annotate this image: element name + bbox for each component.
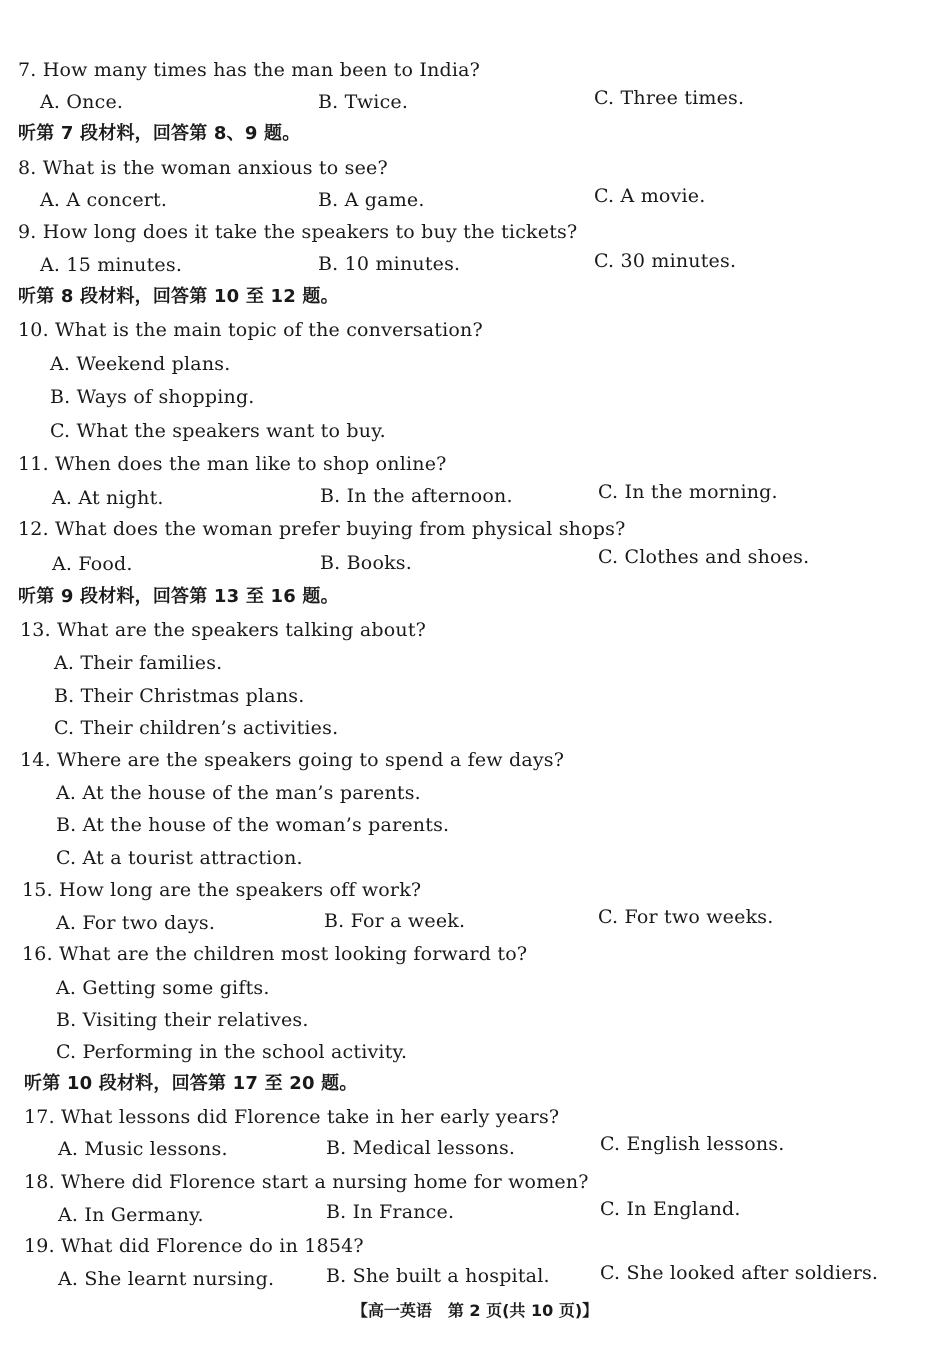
question-15-option-a: A. For two days. [56,912,216,934]
question-13-stem: 13. What are the speakers talking about? [20,619,427,641]
question-12-stem: 12. What does the woman prefer buying from physical shops? [18,518,626,540]
question-13-option-b: B. Their Christmas plans. [54,685,305,707]
question-16-stem: 16. What are the children most looking forward to? [22,943,528,965]
question-8-stem: 8. What is the woman anxious to see? [18,157,388,179]
question-18-option-a: A. In Germany. [58,1204,204,1226]
question-14-option-b: B. At the house of the woman’s parents. [56,814,450,836]
question-9-option-c: C. 30 minutes. [594,250,737,272]
question-10-stem: 10. What is the main topic of the conversation? [18,319,483,341]
question-11-stem: 11. When does the man like to shop online? [18,453,447,475]
question-17-option-c: C. English lessons. [600,1133,785,1155]
question-19-option-c: C. She looked after soldiers. [600,1262,879,1284]
question-8-option-a: A. A concert. [40,189,168,211]
question-16-option-c: C. Performing in the school activity. [56,1041,408,1063]
question-12-option-a: A. Food. [52,553,133,575]
question-7-option-a: A. Once. [40,91,124,113]
question-9-option-b: B. 10 minutes. [318,253,461,275]
question-14-stem: 14. Where are the speakers going to spend a few days? [20,749,565,771]
question-15-option-b: B. For a week. [324,910,466,932]
question-19-option-a: A. She learnt nursing. [58,1268,275,1290]
question-19-option-b: B. She built a hospital. [326,1265,550,1287]
question-11-option-b: B. In the afternoon. [320,485,513,507]
question-13-option-c: C. Their children’s activities. [54,717,339,739]
question-18-option-b: B. In France. [326,1201,455,1223]
question-12-option-b: B. Books. [320,552,412,574]
question-14-option-a: A. At the house of the man’s parents. [56,782,421,804]
question-12-option-c: C. Clothes and shoes. [598,546,810,568]
question-15-option-c: C. For two weeks. [598,906,774,928]
question-16-option-b: B. Visiting their relatives. [56,1009,309,1031]
question-11-option-c: C. In the morning. [598,481,778,503]
page-footer: 【高一英语 第 2 页(共 10 页)】 [351,1301,599,1320]
question-10-option-a: A. Weekend plans. [50,353,231,375]
question-10-option-b: B. Ways of shopping. [50,386,255,408]
question-7-option-c: C. Three times. [594,87,745,109]
question-17-stem: 17. What lessons did Florence take in her early years? [24,1106,560,1128]
question-17-option-b: B. Medical lessons. [326,1137,516,1159]
question-9-stem: 9. How long does it take the speakers to buy the tickets? [18,221,578,243]
question-16-option-a: A. Getting some gifts. [56,977,270,999]
section-heading-10: 听第 10 段材料，回答第 17 至 20 题。 [24,1073,358,1094]
question-7-stem: 7. How many times has the man been to India? [18,59,481,81]
question-10-option-c: C. What the speakers want to buy. [50,420,386,442]
section-heading-7: 听第 7 段材料，回答第 8、9 题。 [18,123,301,144]
question-18-option-c: C. In England. [600,1198,741,1220]
question-17-option-a: A. Music lessons. [58,1138,228,1160]
question-13-option-a: A. Their families. [54,652,223,674]
question-8-option-b: B. A game. [318,189,425,211]
question-9-option-a: A. 15 minutes. [40,254,183,276]
question-19-stem: 19. What did Florence do in 1854? [24,1235,364,1257]
question-15-stem: 15. How long are the speakers off work? [22,879,422,901]
question-7-option-b: B. Twice. [318,91,409,113]
question-14-option-c: C. At a tourist attraction. [56,847,303,869]
section-heading-9: 听第 9 段材料，回答第 13 至 16 题。 [18,586,339,607]
question-18-stem: 18. Where did Florence start a nursing home for women? [24,1171,589,1193]
question-8-option-c: C. A movie. [594,185,706,207]
section-heading-8: 听第 8 段材料，回答第 10 至 12 题。 [18,286,339,307]
question-11-option-a: A. At night. [52,487,164,509]
